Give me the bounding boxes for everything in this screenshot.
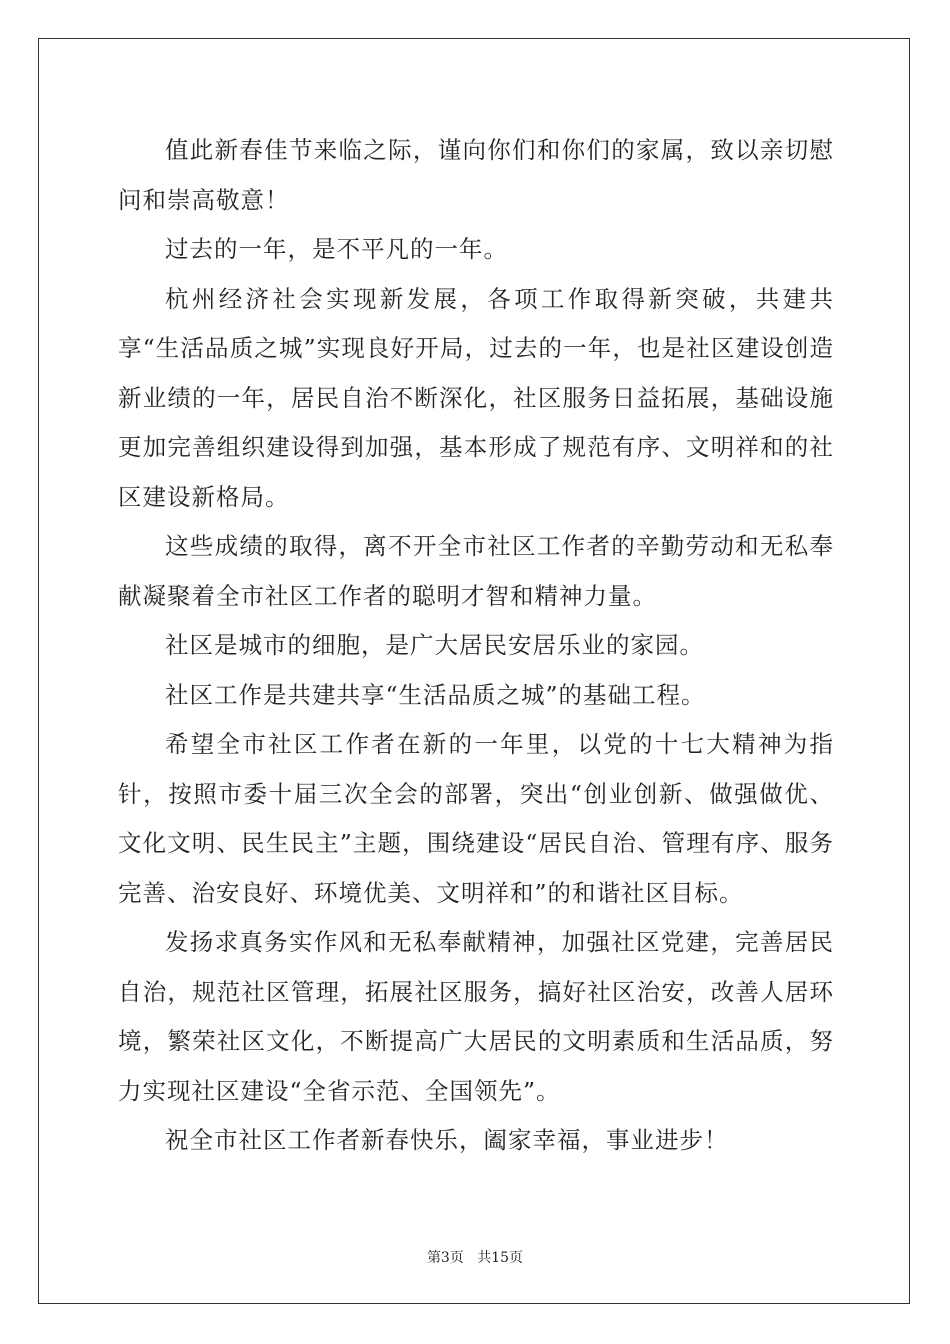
paragraph: 社区是城市的细胞，是广大居民安居乐业的家园。	[165, 631, 704, 659]
paragraph: 过去的一年，是不平凡的一年。	[165, 235, 508, 263]
footer-spacer	[464, 1250, 477, 1266]
page-footer	[0, 1247, 950, 1267]
paragraph: 社区工作是共建共享“生活品质之城”的基础工程。	[165, 680, 706, 709]
paragraph: 值此新春佳节来临之际，谨向你们和你们的家属，致以亲切慰问和崇高敬意！	[118, 136, 834, 214]
paragraph: 祝全市社区工作者新春快乐，阖家幸福，事业进步！	[165, 1126, 729, 1154]
total-pages: 共15页	[477, 1250, 524, 1266]
paragraph: 这些成绩的取得，离不开全市社区工作者的辛勤劳动和无私奉献凝聚着全市社区工作者的聪明才智和精神力量。	[118, 532, 834, 610]
document-body	[118, 126, 834, 1166]
paragraph: 希望全市社区工作者在新的一年里，以党的十七大精神为指针，按照市委十届三次全会的部署，突出“创业创新、做强做优、文化文明、民生民主”主题，围绕建设“居民自治、管理有序、服务完善、治安良好、环境优美、文明祥和”的和谐社区目标。	[118, 730, 834, 907]
page-number: 第3页	[426, 1250, 464, 1266]
paragraph: 杭州经济社会实现新发展，各项工作取得新突破，共建共享“生活品质之城”实现良好开局，过去的一年，也是社区建设创造新业绩的一年，居民自治不断深化，社区服务日益拓展，基础设施更加完善组织建设得到加强，基本形成了规范有序、文明祥和的社区建设新格局。	[118, 284, 834, 511]
paragraph: 发扬求真务实作风和无私奉献精神，加强社区党建，完善居民自治，规范社区管理，拓展社区服务，搞好社区治安，改善人居环境，繁荣社区文化，不断提高广大居民的文明素质和生活品质，努力实现社区建设“全省示范、全国领先”。	[118, 928, 834, 1105]
